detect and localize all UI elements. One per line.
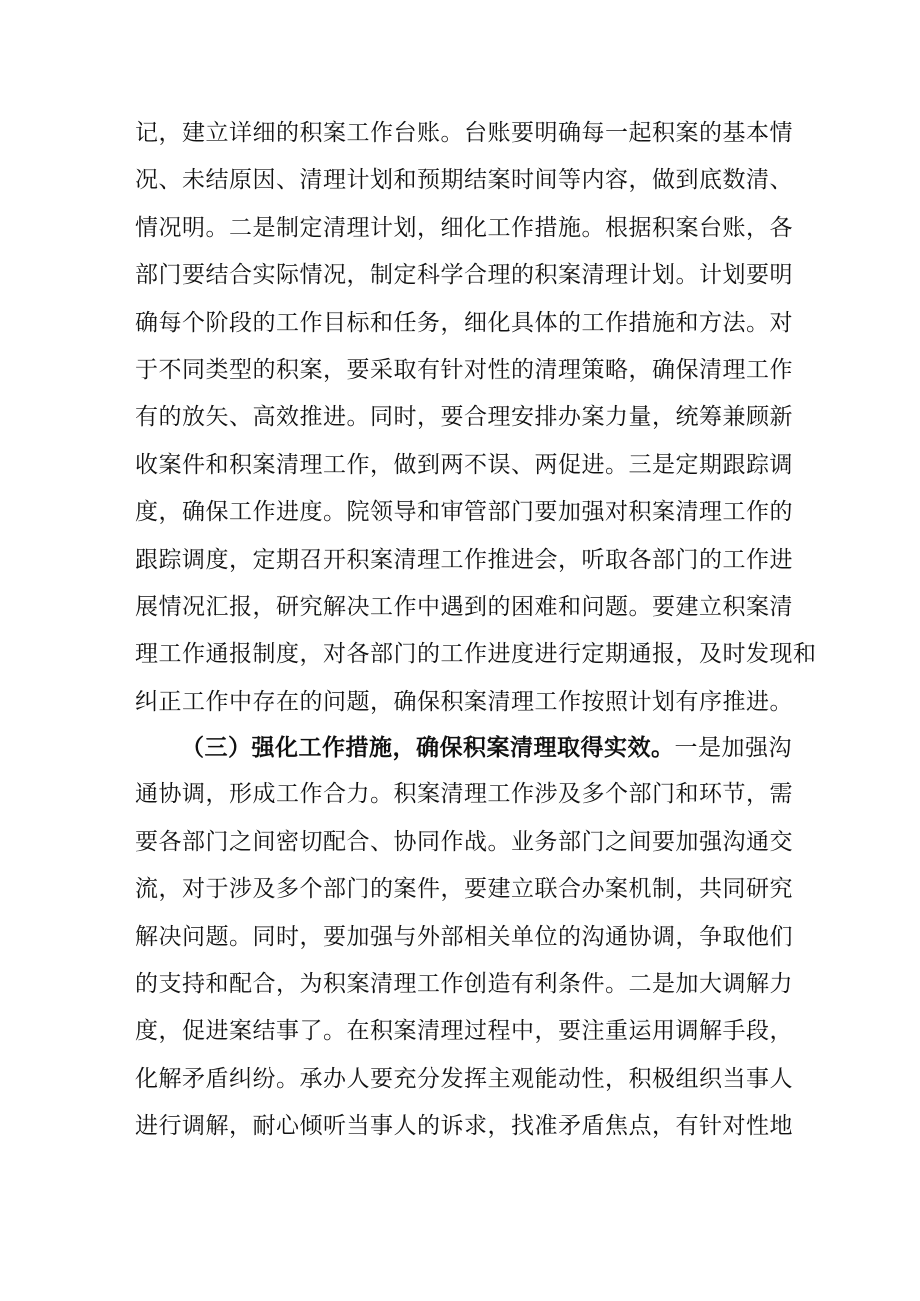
section-heading: （三）强化工作措施，确保积案清理取得实效。 — [181, 734, 675, 761]
paragraph-line: 情况明。二是制定清理计划，细化工作措施。根据积案台账，各 — [135, 214, 793, 241]
paragraph-line: 度，确保工作进度。院领导和审管部门要加强对积案清理工作的 — [135, 499, 793, 526]
paragraph-line: 况、未结原因、清理计划和预期结案时间等内容，做到底数清、 — [135, 167, 793, 194]
first-line-rest: 一是加强沟 — [674, 735, 792, 761]
paragraph-line: 有的放矢、高效推进。同时，要合理安排办案力量，统筹兼顾新 — [135, 404, 793, 431]
paragraph-line: 理工作通报制度，对各部门的工作进度进行定期通报，及时发现和 — [135, 641, 817, 668]
paragraph-first-line — [135, 724, 792, 771]
paragraph-line: 跟踪调度，定期召开积案清理工作推进会，听取各部门的工作进 — [135, 546, 793, 573]
paragraph-line: 通协调，形成工作合力。积案清理工作涉及多个部门和环节，需 — [135, 781, 793, 808]
paragraph-line: 进行调解，耐心倾听当事人的诉求，找准矛盾焦点，有针对性地 — [135, 1113, 793, 1140]
paragraph-line: 部门要结合实际情况，制定科学合理的积案清理计划。计划要明 — [135, 262, 793, 289]
paragraph-line: 收案件和积案清理工作，做到两不误、两促进。三是定期跟踪调 — [135, 451, 793, 478]
paragraph-line: 的支持和配合，为积案清理工作创造有利条件。二是加大调解力 — [135, 970, 793, 997]
paragraph-2 — [135, 724, 793, 1151]
paragraph-line: 化解矛盾纠纷。承办人要充分发挥主观能动性，积极组织当事人 — [135, 1065, 793, 1092]
paragraph-line: 展情况汇报，研究解决工作中遇到的困难和问题。要建立积案清 — [135, 593, 793, 620]
paragraph-line: 于不同类型的积案，要采取有针对性的清理策略，确保清理工作 — [135, 356, 793, 383]
paragraph-line: 要各部门之间密切配合、协同作战。业务部门之间要加强沟通交 — [135, 828, 793, 855]
paragraph-line: 确每个阶段的工作目标和任务，细化具体的工作措施和方法。对 — [135, 309, 793, 336]
paragraph-1 — [135, 110, 817, 726]
paragraph-line: 解决问题。同时，要加强与外部相关单位的沟通协调，争取他们 — [135, 923, 793, 950]
paragraph-line: 流，对于涉及多个部门的案件，要建立联合办案机制，共同研究 — [135, 876, 793, 903]
paragraph-line: 记，建立详细的积案工作台账。台账要明确每一起积案的基本情 — [135, 120, 793, 146]
paragraph-line: 纠正工作中存在的问题，确保积案清理工作按照计划有序推进。 — [135, 688, 793, 715]
paragraph-line: 度，促进案结事了。在积案清理过程中，要注重运用调解手段， — [135, 1018, 793, 1045]
